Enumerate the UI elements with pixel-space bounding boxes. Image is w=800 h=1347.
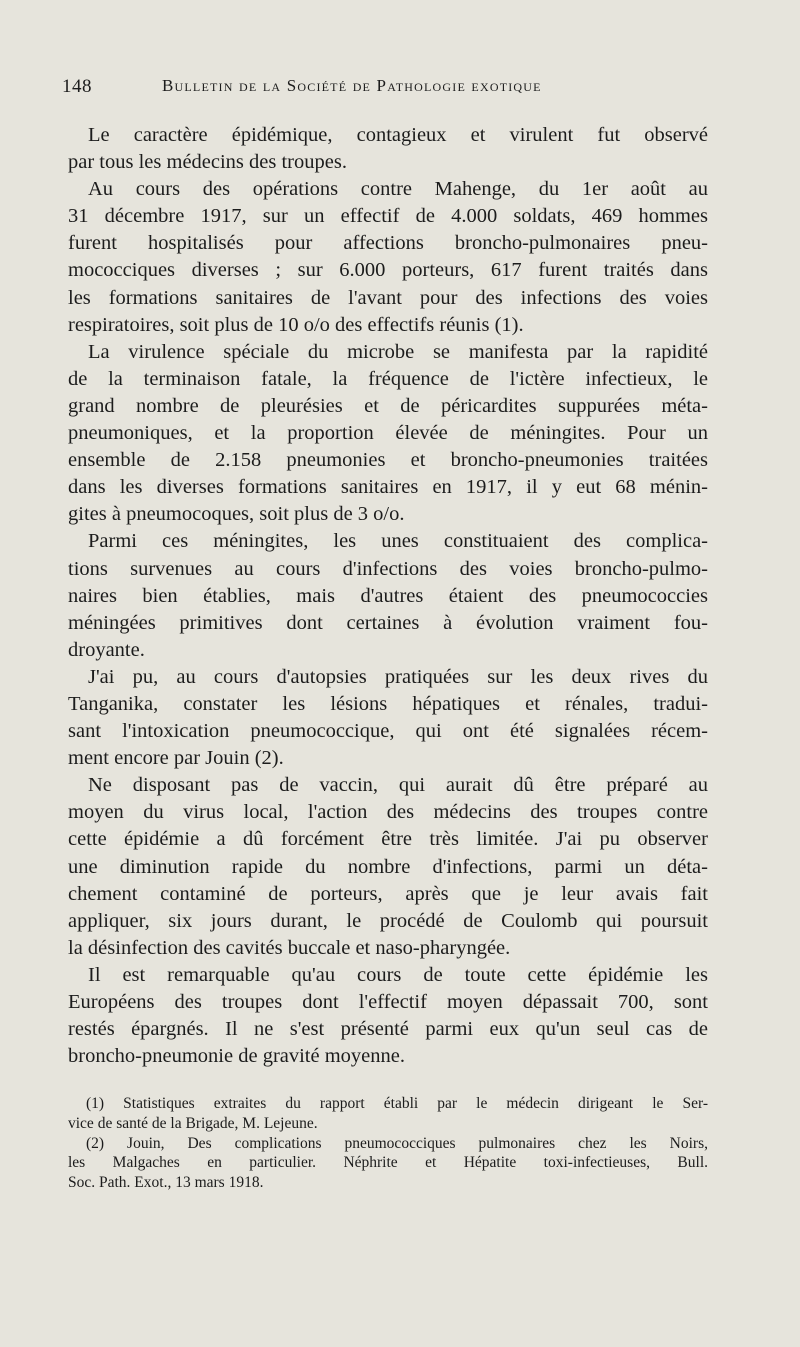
text-line: Il est remarquable qu'au cours de toute cette épidémie les [88,963,708,986]
footnotes [68,1094,708,1193]
page-header [62,76,622,102]
text-line: La virulence spéciale du microbe se manifesta par la rapidité [88,340,708,363]
text-line: J'ai pu, au cours d'autopsies pratiquées sur les deux rives du [88,665,708,688]
text-line: respiratoires, soit plus de 10 o/o des effectifs réunis (1). [68,313,524,336]
text-line: 31 décembre 1917, sur un effectif de 4.000 soldats, 469 hommes [68,205,708,228]
text-line: Européens des troupes dont l'effectif moyen dépassait 700, sont [68,991,708,1013]
text-line: pneumoniques, et la proportion élevée de méningites. Pour un [68,422,708,445]
footnote-line: (1) Statistiques extraites du rapport établi par le médecin dirigeant le Ser- [86,1095,708,1112]
main-text [68,122,708,1070]
text-line: cette épidémie a dû forcément être très limitée. J'ai pu observer [68,828,708,851]
text-line: Au cours des opérations contre Mahenge, du 1er août au [88,178,708,201]
text-line: naires bien établies, mais d'autres étaient des pneumococcies [68,584,708,607]
text-line: mococciques diverses ; sur 6.000 porteurs, 617 furent traités dans [68,259,708,282]
page-number: 148 [62,76,92,97]
text-line: Tanganika, constater les lésions hépatiques et rénales, tradui- [68,692,708,715]
text-line: tions survenues au cours d'infections des voies broncho-pulmo- [68,557,708,580]
text-line: broncho-pneumonie de gravité moyenne. [68,1045,405,1068]
text-line: chement contaminé de porteurs, après que je leur avais fait [68,882,708,905]
text-line: gites à pneumocoques, soit plus de 3 o/o. [68,503,405,526]
text-line: Le caractère épidémique, contagieux et virulent fut observé [88,124,708,146]
footnote-line: vice de santé de la Brigade, M. Lejeune. [68,1114,318,1132]
text-line: la désinfection des cavités buccale et naso-pharyngée. [68,936,511,959]
text-line: moyen du virus local, l'action des médecins des troupes contre [68,801,708,824]
footnote-line: (2) Jouin, Des complications pneumococciques pulmonaires chez les Noirs, [86,1134,708,1152]
text-line: dans les diverses formations sanitaires en 1917, il y eut 68 ménin- [68,476,708,499]
text-line: ment encore par Jouin (2). [68,747,284,770]
text-line: méningées primitives dont certaines à évolution vraiment fou- [68,611,708,634]
footnote-line: les Malgaches en particulier. Néphrite et Hépatite toxi-infectieuses, Bull. [68,1154,708,1172]
text-line: furent hospitalisés pour affections broncho-pulmonaires pneu- [68,232,708,255]
text-line: Ne disposant pas de vaccin, qui aurait dû être préparé au [88,774,708,797]
text-line: restés épargnés. Il ne s'est présenté parmi eux qu'un seul cas de [68,1018,708,1041]
text-line: de la terminaison fatale, la fréquence de l'ictère infectieux, le [68,367,708,390]
footnote-line: Soc. Path. Exot., 13 mars 1918. [68,1174,264,1192]
running-title: Bulletin de la Société de Pathologie exotique [162,76,542,95]
text-line: ensemble de 2.158 pneumonies et broncho-pneumonies traitées [68,449,708,472]
text-line: appliquer, six jours durant, le procédé de Coulomb qui poursuit [68,909,708,932]
text-line: sant l'intoxication pneumococcique, qui ont été signalées récem- [68,720,708,743]
text-line: grand nombre de pleurésies et de péricardites suppurées méta- [68,394,708,417]
text-line: une diminution rapide du nombre d'infections, parmi un déta- [68,855,708,878]
text-line: droyante. [68,638,145,661]
text-line: par tous les médecins des troupes. [68,151,347,174]
text-line: Parmi ces méningites, les unes constituaient des complica- [88,530,708,553]
text-line: les formations sanitaires de l'avant pour des infections des voies [68,286,708,309]
